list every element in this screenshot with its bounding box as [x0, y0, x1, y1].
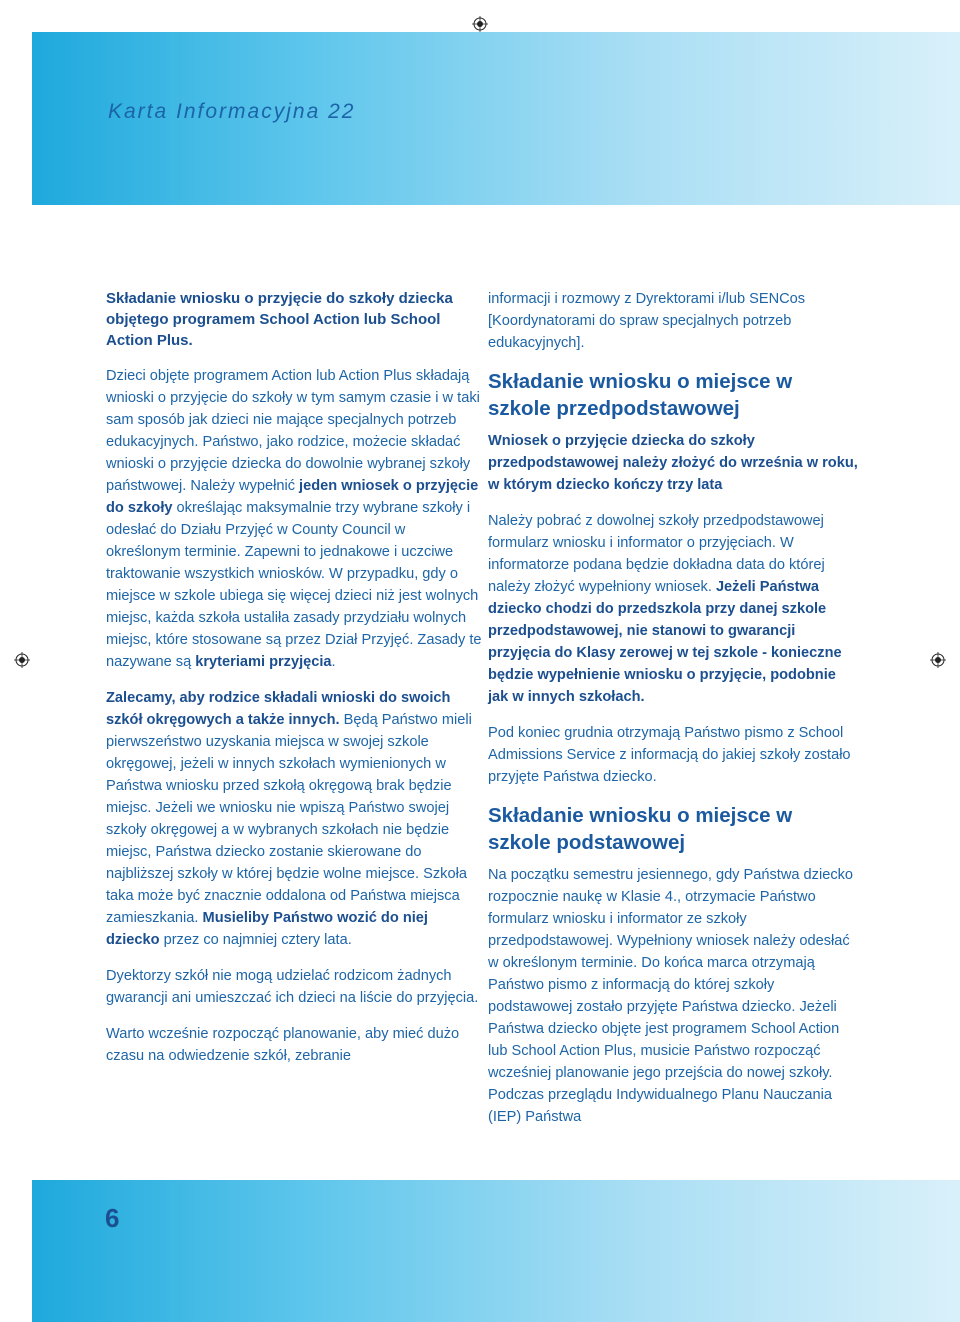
paragraph-catchment-school: Zalecamy, aby rodzice składali wnioski do swoich szkół okręgowych a także innych. Będą Państwo mieli pierwszeństwo uzyskania miejsca w swojej szkole okręgowej, jeżeli w innych szkołach wymienionych w Państwa wniosku przed szkołą okręgową brak będzie miejsc. Jeżeli we wniosku nie wpiszą Państwo swojej szkoły okręgowej a w wybranych szkołach nie będzie miejsc, Państwa dziecko zostanie skierowane do najbliższej szkoły w której będzie wolne miejsce. Szkoła taka może być znacznie oddalona od Państwa miejsca zamieszkania. Musieliby Państwo wozić do niej dziecko przez co najmniej cztery lata. [106, 690, 472, 948]
page-number: 6 [105, 1203, 120, 1233]
paragraph-planning: Warto wcześnie rozpocząć planowanie, aby mieć dużo czasu na odwiedzenie szkół, zebranie [106, 1026, 460, 1064]
paragraph-december-letter: Pod koniec grudnia otrzymają Państwo pismo z School Admissions Service z informacją do jakiej szkoły zostało przyjęte Państwa dziecko. [488, 725, 851, 785]
footer-band [32, 1180, 960, 1322]
section-heading-preschool: Składanie wniosku o miejsce w szkole przedpodstawowej [488, 370, 793, 420]
right-column [488, 288, 858, 1142]
section-heading-school-action: Składanie wniosku o przyjęcie do szkoły dziecka objętego programem School Action lub School Action Plus. [106, 290, 453, 349]
left-column [106, 288, 482, 1081]
section-heading-primary: Składanie wniosku o miejsce w szkole podstawowej [488, 804, 793, 854]
page-title: Karta Informacyjna 22 [108, 100, 356, 123]
paragraph-primary-school: Na początku semestru jesiennego, gdy Państwa dziecko rozpocznie naukę w Klasie 4., otrzymacie Państwo formularz wniosku i informator ze szkoły przedpodstawowej. Wypełniony wniosek należy odesłać w określonym terminie. Do końca marca otrzymają Państwo pismo z informacją do której szkoły podstawowej zostało przyjęte Państwa dziecko. Jeżeli Państwa dziecko objęte jest programem School Action lub School Action Plus, musicie Państwo rozpocząć wcześniej planowanie jego przejścia do nowej szkoły. Podczas przeglądu Indywidualnego Planu Nauczania (IEP) Państwa [488, 867, 854, 1125]
paragraph-preschool-form: Należy pobrać z dowolnej szkoły przedpodstawowej formularz wniosku i informator o przyjęciach. W informatorze podana będzie dokładna data do której należy złożyć wypełniony wniosek. Jeżeli Państwa dziecko chodzi do przedszkola przy danej szkole przedpodstawowej, nie stanowi to gwarancji przyjęcia do Klasy zerowej w tej szkole - konieczne będzie wypełnienie wniosku o przyjęcie, podobnie jak w innych szkołach. [488, 513, 842, 705]
registration-mark-icon [930, 652, 946, 668]
registration-mark-icon [14, 652, 30, 668]
paragraph-application-rules: Dzieci objęte programem Action lub Action Plus składają wnioski o przyjęcie do szkoły w tym samym czasie i w taki sam sposób jak dzieci nie mające specjalnych potrzeb edukacyjnych. Państwo, jako rodzice, możecie składać wnioski o przyjęcie dziecka do dowolnie wybranej szkoły państwowej. Należy wypełnić jeden wniosek o przyjęcie do szkoły określając maksymalnie trzy wybrane szkoły i odesłać do Działu Przyjęć w County Council w określonym terminie. Zapewni to jednakowe i uczciwe traktowanie wszystkich wniosków. W przypadku, gdy o miejsce w szkole ubiega się więcej dzieci niż jest wolnych miejsc, każda szkoła ustaliła zasady przydziału wolnych miejsc, które stosowane są przez Dział Przyjęć. Zasady te nazywane są kryteriami przyjęcia. [106, 368, 482, 670]
paragraph-continuation: informacji i rozmowy z Dyrektorami i/lub SENCos [Koordynatorami do spraw specjalnych potrzeb edukacyjnych]. [488, 291, 806, 351]
registration-mark-icon [472, 16, 488, 32]
paragraph-no-guarantee: Dyektorzy szkół nie mogą udzielać rodzicom żadnych gwarancji ani umieszczać ich dzieci na liście do przyjęcia. [106, 968, 479, 1006]
paragraph-preschool-deadline: Wniosek o przyjęcie dziecka do szkoły przedpodstawowej należy złożyć do września w roku, w którym dziecko kończy trzy lata [488, 433, 858, 493]
